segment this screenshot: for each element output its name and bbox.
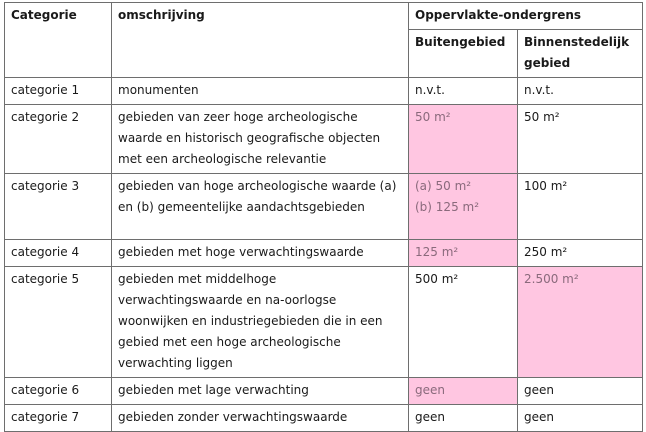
header-categorie: Categorie (5, 3, 112, 78)
cell-value: 125 m² (415, 245, 459, 259)
cell-categorie: categorie 7 (5, 405, 112, 432)
table-row (5, 78, 643, 105)
cell-buitengebied (409, 405, 518, 432)
cell-value: n.v.t. (415, 83, 445, 97)
cell-omschrijving: gebieden met middelhoge verwachtingswaarde en na-oorlogse woonwijken en industriegebieden die in een gebied met een hoge archeologische verwachting liggen (112, 267, 409, 378)
cell-categorie: categorie 4 (5, 240, 112, 267)
cell-value: n.v.t. (524, 83, 554, 97)
table-row (5, 378, 643, 405)
cell-categorie: categorie 6 (5, 378, 112, 405)
document-container (4, 2, 642, 432)
header-buitengebied: Buitengebied (409, 30, 518, 78)
cell-binnenstedelijk (518, 378, 643, 405)
cell-value: 50 m² (524, 110, 560, 124)
cell-value: 50 m² (415, 110, 451, 124)
table-row (5, 267, 643, 378)
cell-buitengebied (409, 267, 518, 378)
cell-value: 100 m² (524, 179, 568, 193)
cell-binnenstedelijk (518, 174, 643, 240)
cell-buitengebied-highlighted (409, 240, 518, 267)
cell-buitengebied-highlighted (409, 174, 518, 240)
cell-value: 2.500 m² (524, 272, 579, 286)
cell-omschrijving: gebieden zonder verwachtingswaarde (112, 405, 409, 432)
cell-value: 250 m² (524, 245, 568, 259)
header-oppervlakte: Oppervlakte-ondergrens (409, 3, 643, 30)
cell-buitengebied-highlighted (409, 378, 518, 405)
header-row (5, 3, 643, 30)
cell-omschrijving: monumenten (112, 78, 409, 105)
table-row (5, 405, 643, 432)
header-binnenstedelijk: Binnenstedelijk gebied (518, 30, 643, 78)
cell-value: geen (415, 410, 445, 424)
cell-omschrijving: gebieden met hoge verwachtingswaarde (112, 240, 409, 267)
cell-omschrijving: gebieden met lage verwachting (112, 378, 409, 405)
cell-categorie: categorie 2 (5, 105, 112, 174)
cell-value: 500 m² (415, 272, 459, 286)
cell-binnenstedelijk (518, 240, 643, 267)
table-row (5, 174, 643, 240)
cell-omschrijving: gebieden van hoge archeologische waarde (a) en (b) gemeentelijke aandachtsgebieden (112, 174, 409, 240)
cell-omschrijving: gebieden van zeer hoge archeologische waarde en historisch geografische objecten met een archeologische relevantie (112, 105, 409, 174)
cell-categorie: categorie 1 (5, 78, 112, 105)
cell-binnenstedelijk (518, 105, 643, 174)
cell-value: geen (415, 383, 445, 397)
cell-binnenstedelijk-highlighted (518, 267, 643, 378)
cell-binnenstedelijk (518, 405, 643, 432)
table-row (5, 240, 643, 267)
cell-value: (a) 50 m² (415, 179, 472, 193)
cell-buitengebied (409, 78, 518, 105)
cell-value: geen (524, 383, 554, 397)
cell-value: (b) 125 m² (415, 200, 480, 214)
category-table (4, 2, 643, 432)
cell-categorie: categorie 5 (5, 267, 112, 378)
header-omschrijving: omschrijving (112, 3, 409, 78)
cell-value: geen (524, 410, 554, 424)
cell-categorie: categorie 3 (5, 174, 112, 240)
table-row (5, 105, 643, 174)
cell-binnenstedelijk (518, 78, 643, 105)
cell-buitengebied-highlighted (409, 105, 518, 174)
